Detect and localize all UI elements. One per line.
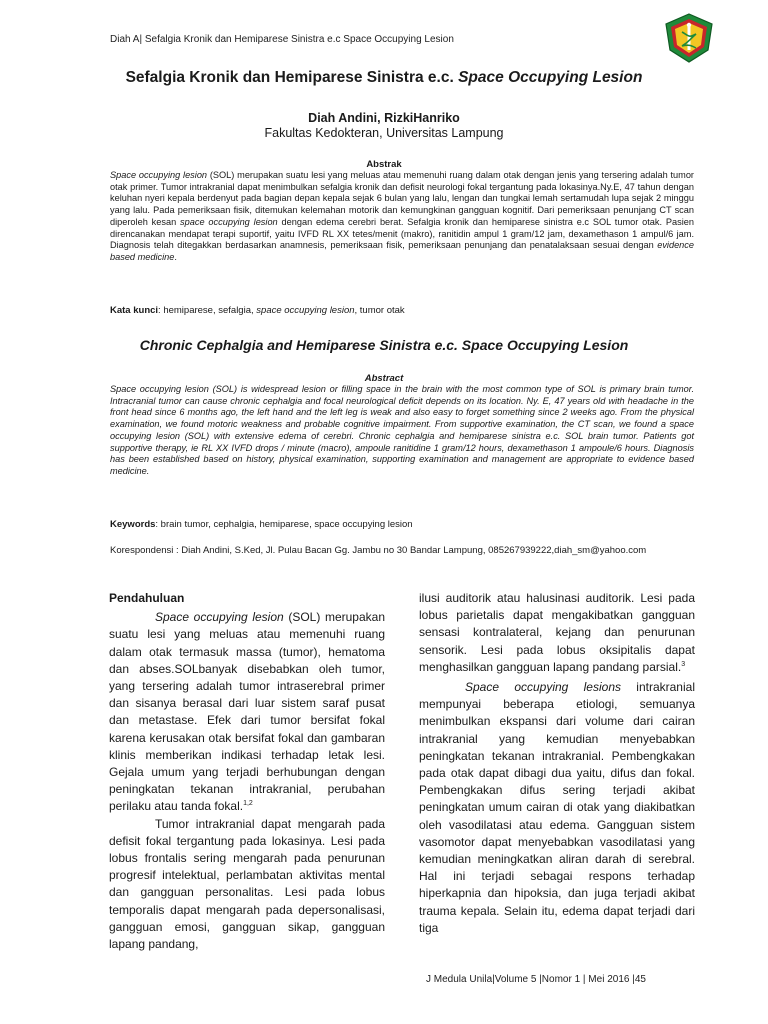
authors: Diah Andini, RizkiHanriko (308, 111, 460, 125)
abstract-heading-id: Abstrak (366, 159, 402, 170)
page-footer: J Medula Unila|Volume 5 |Nomor 1 | Mei 2016 |45 (426, 974, 646, 985)
correspondence: Korespondensi : Diah Andini, S.Ked, Jl. Pulau Bacan Gg. Jambu no 30 Bandar Lampung, 085267939222,diah_sm@yahoo.com (110, 545, 647, 556)
running-header: Diah A| Sefalgia Kronik dan Hemiparese Sinistra e.c Space Occupying Lesion (110, 34, 454, 45)
body-column-right (419, 590, 695, 937)
body-paragraph: Tumor intrakranial dapat mengarah pada defisit fokal tergantung pada lokasinya. Lesi pada lobus frontalis sering mengarah pada penurunan progresif intelektual, perlambatan aktivitas mental dan gangguan personalitas. Lesi pada lobus temporalis dapat mengarah pada depersonalisasi, gangguan emosi, gangguan sikap, gangguan lapang pandang, (109, 816, 385, 952)
body-column-left (109, 590, 385, 953)
section-title: Pendahuluan (109, 591, 185, 605)
body-paragraph: Space occupying lesion (SOL) merupakan suatu lesi yang meluas atau memenuhi ruang dalam otak termasuk massa (tumor), hematoma dan abses.SOLbanyak disebabkan oleh tumor, yang tersering adalah tumor intraserebral primer dan sisanya berasal dari luar sistem saraf pusat dan metastase. Efek dari tumor bersifat fokal karena kerusakan otak bersifat fokal dan gambaran klinis memberikan indikasi terhadap letak lesi. Gejala umum yang terjadi berhubungan dengan peningkatan tekanan intrakranial, perubahan perilaku atau tanda fokal.$^{1,2}$ (109, 610, 385, 814)
body-paragraph: Space occupying lesions intrakranial mempunyai beberapa etiologi, semuanya menimbulkan ekspansi dari volume dari cairan intrakranial yang kemudian menyebabkan peningkatan tekanan intrakranial. Pembengkakan pada otak dapat dibagi dua yaitu, difus dan fokal. Pembengkakan difus sering terjadi akibat peningkatan umum cairan di otak yang diakibatkan oleh vasodilatasi atau edema. Gangguan sistem vasomotor dapat menyebabkan vasodilatasi yang kemudian meningkatkan aliran darah di serebral. Hal ini terjadi sebagai respons terhadap hiperkapnia dan hipoksia, dan juga terjadi akibat trauma kepala. Selain itu, edema dapat terjadi dari tiga (419, 680, 695, 935)
english-title: Chronic Cephalgia and Hemiparese Sinistra e.c. Space Occupying Lesion (139, 337, 629, 353)
keywords-en: Keywords: brain tumor, cephalgia, hemiparese, space occupying lesion (110, 519, 413, 530)
body-paragraph: ilusi auditorik atau halusinasi auditorik. Lesi pada lobus parietalis dapat mengakibatkan gangguan sensasi kontralateral, kejang dan penurunan sensorik. Lesi pada lobus oksipitalis dapat menghasilkan gangguan lapang pandang parsial.$^3$ (419, 591, 695, 674)
abstract-heading-en: Abstract (364, 373, 404, 384)
keywords-id: Kata kunci: hemiparese, sefalgia, space occupying lesion, tumor otak (110, 305, 405, 316)
affiliation: Fakultas Kedokteran, Universitas Lampung (264, 126, 504, 140)
abstract-body-en: Space occupying lesion (SOL) is widespread lesion or filling space in the brain with the most common type of SOL is primary brain tumor. Intracranial tumor can cause chronic cephalgia and focal neurological deficit depends on its location. Ny. E, 47 years old with headache in the front head since 6 months ago, the left hand and the left leg is weak and also easy to forget something since 2 weeks ago. From the physical examination, we found motoric weakness and probable cognitive impairment. From supportive examination, the CT scan, we found a space occupying lesion (SOL) with extensive edema of cerebri. Chronic cephalgia and hemiparese sinistra e.c. SOL brain tumor. Patients got supportive therapy, ie RL XX IVFD drops / minute (macro), ampoule ranitidine 1 gram/12 hours, dexamethason 1 ampoule/6 hours. Diagnosis has been established based on history, physical examination, supporting examination and management are appropriate to evidence based medicine. (110, 384, 694, 476)
university-shield-logo (662, 12, 716, 64)
article-title: Sefalgia Kronik dan Hemiparese Sinistra e.c. Space Occupying Lesion (125, 69, 643, 86)
abstract-body-id: Space occupying lesion (SOL) merupakan suatu lesi yang meluas atau memenuhi ruang dalam otak dengan jenis yang tersering adalah tumor otak primer. Tumor intrakranial dapat menimbulkan sefalgia kronik dan defisit neurologi fokal tergantung pada lokasinya.Ny.E, 47 tahun dengan keluhan nyeri kepala berdenyut pada bagian depan kepala sejak 6 bulan yang lalu, lengan dan tungkai lemah sertamudah lupa sejak 2 minggu yang lalu. Pada pemeriksaan fisik, ditemukan kelemahan motorik dan kemungkinan gangguan kognitif. Dari pemeriksaan penunjang CT scan diperoleh kesan space occupying lesion dengan edema cerebri berat. Sefalgia kronik dan hemiparese sinistra e.c SOL tumor otak. Pasien direncanakan mendapat terapi suportif, yaitu IVFD RL XX tetes/menit (makro), ranitidin ampul 1 gram/12 jam, dexamethason 1 ampul/6 jam. Diagnosis telah ditegakkan berdasarkan anamnesis, pemeriksaan fisik, pemeriksaan penunjang dan penatalaksaan sesuai dengan evidence based medicine. (110, 170, 694, 262)
